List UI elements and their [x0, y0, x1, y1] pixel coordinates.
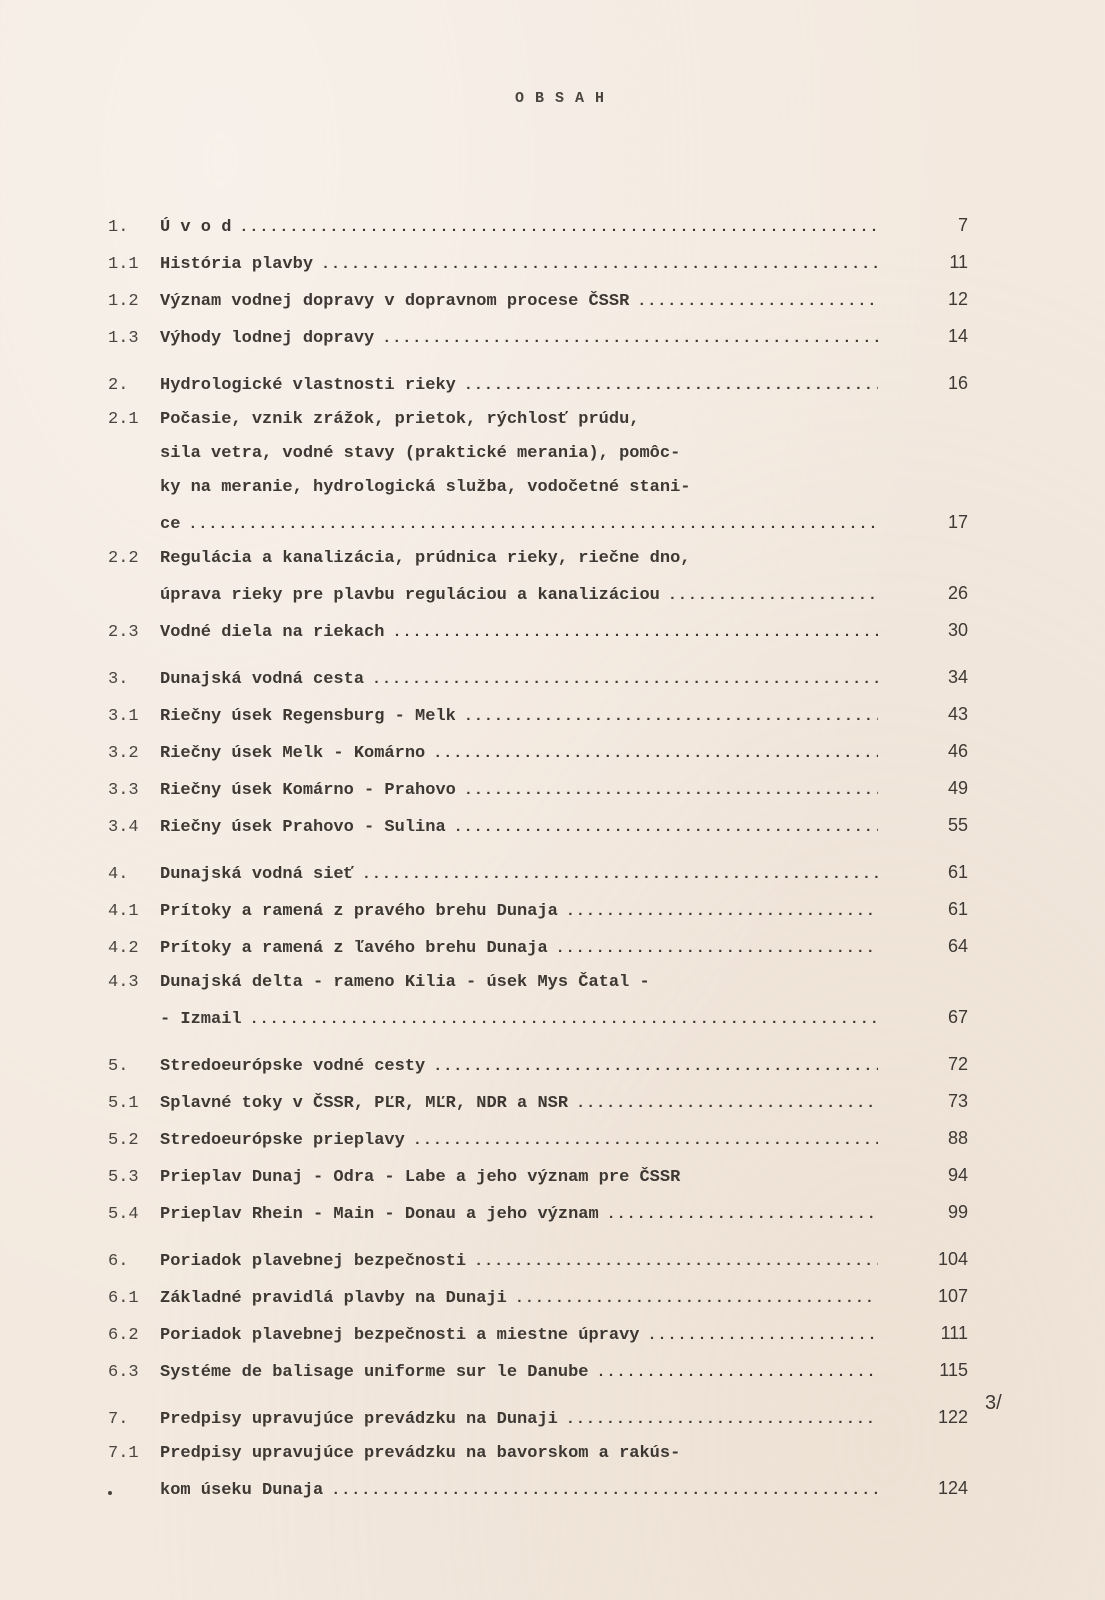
toc-entry: [108, 1353, 968, 1390]
table-of-contents: [108, 208, 968, 1508]
toc-entry-line: [108, 1158, 968, 1195]
section-title: Prieplav Rhein - Main - Donau a jeho význam: [160, 1205, 599, 1224]
page-ref: 124: [937, 1478, 968, 1498]
dot-leader: [392, 616, 878, 650]
page-ref: 99: [947, 1202, 968, 1222]
toc-entry: [108, 1279, 968, 1316]
section-title: Stredoeurópske vodné cesty: [160, 1057, 426, 1076]
toc-entry-line: [108, 1000, 968, 1037]
page-ref: 49: [947, 778, 968, 798]
section-number: 6.: [108, 1252, 129, 1271]
toc-entry-line: [108, 613, 968, 650]
section-title: Predpisy upravujúce prevádzku na Dunaji: [160, 1410, 558, 1429]
toc-entry-line: [108, 366, 968, 403]
page-ref: 12: [947, 289, 968, 309]
page-ref: 43: [947, 704, 968, 724]
toc-entry-line: [108, 1084, 968, 1121]
page-ref: 11: [949, 252, 968, 272]
toc-entry: [108, 366, 968, 403]
section-title: Riečny úsek Komárno - Prahovo: [160, 781, 456, 800]
toc-entry: [108, 613, 968, 650]
toc-entry: [108, 697, 968, 734]
dot-leader: [607, 1198, 878, 1232]
toc-entry-line: [108, 1437, 968, 1471]
section-title: Význam vodnej dopravy v dopravnom procese ČSSR: [160, 292, 630, 311]
section-title: úprava rieky pre plavbu reguláciou a kanalizáciou: [160, 586, 660, 605]
toc-entry-line: [108, 1471, 968, 1508]
toc-entry: [108, 245, 968, 282]
dot-leader: [331, 1474, 878, 1508]
toc-entry: [108, 771, 968, 808]
section-number: 5.4: [108, 1205, 139, 1224]
dot-leader: [454, 811, 878, 845]
section-number: 4.: [108, 865, 129, 884]
section-number: 2.2: [108, 549, 139, 568]
page-ref: 30: [947, 620, 968, 640]
section-title: Vodné diela na riekach: [160, 623, 385, 642]
section-title: Dunajská delta - rameno Kilia - úsek Mys Čatal -: [160, 973, 650, 992]
dot-leader: [433, 737, 878, 771]
section-number: 4.1: [108, 902, 139, 921]
section-title: Riečny úsek Prahovo - Sulina: [160, 818, 446, 837]
dot-leader: [474, 1245, 878, 1279]
toc-entry: [108, 929, 968, 966]
toc-entry-line: [108, 734, 968, 771]
toc-entry-line: [108, 576, 968, 613]
dot-leader: [382, 322, 878, 356]
toc-entry-line: [108, 208, 968, 245]
section-number: 5.3: [108, 1168, 139, 1187]
section-number: 3.3: [108, 781, 139, 800]
section-title: Dunajská vodná cesta: [160, 670, 365, 689]
toc-entry-line: [108, 1353, 968, 1390]
section-title: Prítoky a ramená z ľavého brehu Dunaja: [160, 939, 548, 958]
page-ref: 122: [937, 1407, 968, 1427]
toc-entry: [108, 1084, 968, 1121]
dot-leader: [362, 858, 878, 892]
toc-entry-line: [108, 1121, 968, 1158]
toc-entry: [108, 1316, 968, 1353]
dot-leader: [556, 932, 878, 966]
section-title: Stredoeurópske prieplavy: [160, 1131, 405, 1150]
section-number: 1.: [108, 218, 129, 237]
dot-leader: [321, 248, 878, 282]
section-title: História plavby: [160, 255, 314, 274]
section-title: Prítoky a ramená z pravého brehu Dunaja: [160, 902, 558, 921]
page-ref: 67: [947, 1007, 968, 1027]
toc-entry: [108, 1121, 968, 1158]
paper-speck: [108, 1491, 112, 1495]
page-ref: 7: [957, 215, 968, 235]
toc-entry: [108, 1047, 968, 1084]
section-title: Hydrologické vlastnosti rieky: [160, 376, 456, 395]
page-ref: 61: [947, 899, 968, 919]
section-title: Poriadok plavebnej bezpečnosti: [160, 1252, 467, 1271]
toc-entry: [108, 660, 968, 697]
toc-entry: [108, 734, 968, 771]
section-title: Dunajská vodná sieť: [160, 865, 354, 884]
toc-entry: [108, 1195, 968, 1232]
toc-entry-line: [108, 966, 968, 1000]
toc-entry-line: [108, 929, 968, 966]
dot-leader: [515, 1282, 878, 1316]
page-ref: 26: [947, 583, 968, 603]
page-ref: 17: [947, 512, 968, 532]
dot-leader: [250, 1003, 878, 1037]
section-title: kom úseku Dunaja: [160, 1481, 324, 1500]
toc-entry-line: [108, 1195, 968, 1232]
page-ref: 34: [947, 667, 968, 687]
section-number: 2.3: [108, 623, 139, 642]
toc-entry-line: [108, 1316, 968, 1353]
page-ref: 107: [937, 1286, 968, 1306]
dot-leader: [372, 663, 878, 697]
section-title: Riečny úsek Melk - Komárno: [160, 744, 426, 763]
page-ref: 14: [947, 326, 968, 346]
toc-entry-line: [108, 542, 968, 576]
section-title: Riečny úsek Regensburg - Melk: [160, 707, 456, 726]
dot-leader: [566, 1403, 878, 1437]
section-number: 4.2: [108, 939, 139, 958]
section-number: 6.3: [108, 1363, 139, 1382]
toc-entry-line: [108, 437, 968, 471]
toc-entry-line: [108, 1400, 968, 1437]
dot-leader: [596, 1356, 878, 1390]
section-title: Počasie, vznik zrážok, prietok, rýchlosť prúdu,: [160, 410, 640, 429]
toc-entry-line: [108, 1279, 968, 1316]
toc-entry: [108, 319, 968, 356]
section-title: Predpisy upravujúce prevádzku na bavorskom a rakús-: [160, 1444, 681, 1463]
toc-entry: [108, 855, 968, 892]
toc-entry: [108, 966, 968, 1037]
dot-leader: [576, 1087, 878, 1121]
section-title: - Izmail: [160, 1010, 242, 1029]
toc-entry-line: [108, 808, 968, 845]
toc-entry: [108, 1158, 968, 1195]
page-ref: 111: [940, 1323, 968, 1343]
page-title: OBSAH: [514, 90, 615, 107]
section-title: Základné pravidlá plavby na Dunaji: [160, 1289, 507, 1308]
section-number: 1.3: [108, 329, 139, 348]
dot-leader: [464, 369, 878, 403]
page-number: 3/: [985, 1392, 1002, 1414]
section-number: 1.2: [108, 292, 139, 311]
dot-leader: [464, 774, 878, 808]
toc-entry-line: [108, 245, 968, 282]
toc-entry: [108, 403, 968, 542]
section-number: 5.2: [108, 1131, 139, 1150]
section-title: Regulácia a kanalizácia, prúdnica rieky, riečne dno,: [160, 549, 691, 568]
page-ref: 88: [947, 1128, 968, 1148]
toc-entry: [108, 1400, 968, 1437]
section-number: 5.1: [108, 1094, 139, 1113]
section-number: 5.: [108, 1057, 129, 1076]
toc-entry: [108, 542, 968, 613]
page-ref: 64: [947, 936, 968, 956]
toc-entry-line: [108, 282, 968, 319]
section-number: 3.: [108, 670, 129, 689]
section-title: Výhody lodnej dopravy: [160, 329, 375, 348]
section-title: Systéme de balisage uniforme sur le Danube: [160, 1363, 589, 1382]
section-title: ce: [160, 515, 181, 534]
toc-entry-line: [108, 1047, 968, 1084]
dot-leader: [239, 211, 878, 245]
toc-entry-line: [108, 403, 968, 437]
toc-entry-line: [108, 855, 968, 892]
page-ref: 115: [939, 1360, 968, 1380]
dot-leader: [188, 508, 878, 542]
toc-entry-line: [108, 697, 968, 734]
toc-entry: [108, 1242, 968, 1279]
page-ref: 16: [947, 373, 968, 393]
toc-entry-line: [108, 892, 968, 929]
section-number: 3.4: [108, 818, 139, 837]
section-number: 3.2: [108, 744, 139, 763]
page-ref: 73: [947, 1091, 968, 1111]
toc-entry-line: [108, 771, 968, 808]
section-title: Poriadok plavebnej bezpečnosti a miestne úpravy: [160, 1326, 640, 1345]
section-title: sila vetra, vodné stavy (praktické merania), pomôc-: [160, 444, 681, 463]
page-ref: 72: [947, 1054, 968, 1074]
section-number: 7.: [108, 1410, 129, 1429]
page-ref: 61: [947, 862, 968, 882]
section-number: 6.1: [108, 1289, 139, 1308]
toc-entry: [108, 208, 968, 245]
section-number: 2.: [108, 376, 129, 395]
section-number: 3.1: [108, 707, 139, 726]
toc-entry-line: [108, 471, 968, 505]
toc-entry-line: [108, 505, 968, 542]
toc-entry-line: [108, 660, 968, 697]
dot-leader: [668, 579, 878, 613]
section-number: 1.1: [108, 255, 139, 274]
page-ref: 104: [937, 1249, 968, 1269]
toc-entry: [108, 1437, 968, 1508]
section-number: 4.3: [108, 973, 139, 992]
page-ref: 55: [947, 815, 968, 835]
dot-leader: [413, 1124, 878, 1158]
dot-leader: [637, 285, 878, 319]
toc-entry: [108, 892, 968, 929]
section-title: Splavné toky v ČSSR, PĽR, MĽR, NDR a NSR: [160, 1094, 569, 1113]
toc-entry-line: [108, 1242, 968, 1279]
page-ref: 94: [947, 1165, 968, 1185]
page-ref: 46: [947, 741, 968, 761]
toc-entry: [108, 808, 968, 845]
toc-entry: [108, 282, 968, 319]
toc-entry-line: [108, 319, 968, 356]
dot-leader: [433, 1050, 878, 1084]
section-number: 6.2: [108, 1326, 139, 1345]
section-title: Ú v o d: [160, 218, 232, 237]
dot-leader: [647, 1319, 878, 1353]
section-number: 7.1: [108, 1444, 139, 1463]
dot-leader: [464, 700, 878, 734]
dot-leader: [566, 895, 878, 929]
section-title: ky na meranie, hydrologická služba, vodočetné stani-: [160, 478, 691, 497]
section-title: Prieplav Dunaj - Odra - Labe a jeho význam pre ČSSR: [160, 1168, 681, 1187]
section-number: 2.1: [108, 410, 139, 429]
